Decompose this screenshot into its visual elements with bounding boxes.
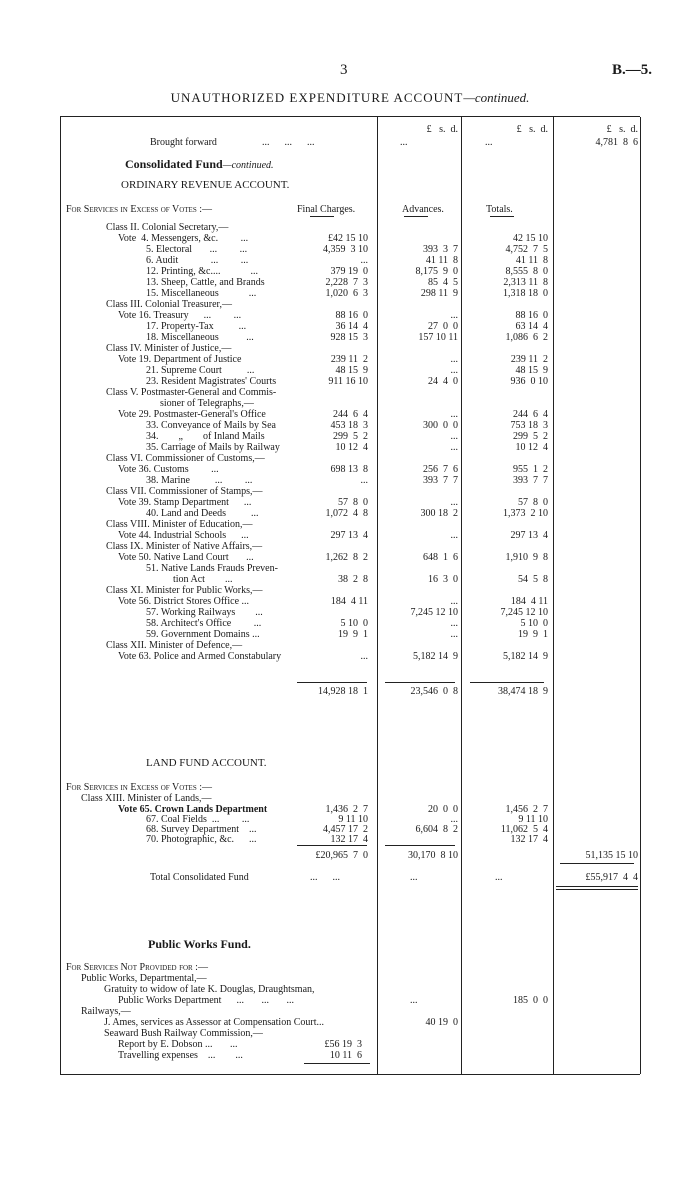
advance-amount: 393 3 7	[423, 244, 458, 255]
total-amount: 88 16 0	[515, 310, 548, 321]
subtotal-rule	[297, 682, 367, 683]
final-charge-amount: 453 18 3	[330, 420, 368, 431]
final-charge-amount: 132 17 4	[330, 834, 368, 845]
row-label: 51. Native Lands Frauds Preven-	[146, 563, 278, 574]
land-for-services: For Services in Excess of Votes :—	[66, 782, 213, 793]
total-amount: 4,752 7 5	[505, 244, 548, 255]
row-label: 13. Sheep, Cattle, and Brands	[146, 277, 265, 288]
row-label: Vote 56. District Stores Office ...	[118, 596, 250, 607]
row-label: 12. Printing, &c.... ...	[146, 266, 258, 277]
advance-amount: 648 1 6	[423, 552, 458, 563]
total-amount: 5,182 14 9	[503, 651, 548, 662]
final-charge-amount: 698 13 8	[330, 464, 368, 475]
final-charge-amount: 244 6 4	[333, 409, 368, 420]
total-consolidated-label: Total Consolidated Fund	[150, 872, 249, 883]
advance-amount: 24 4 0	[428, 376, 458, 387]
page-reference: B.—5.	[611, 62, 652, 78]
row-label: 59. Government Domains ...	[146, 629, 260, 640]
row-label: 38. Marine ... ...	[146, 475, 253, 486]
row-label: Class XII. Minister of Defence,—	[106, 640, 243, 651]
table-bottom-rule	[60, 1074, 640, 1075]
subtotal-rule	[560, 863, 634, 864]
row-label: 33. Conveyance of Mails by Sea	[146, 420, 276, 431]
column-rule	[461, 117, 462, 1074]
ordinary-total: 38,474 18 9	[498, 686, 548, 697]
subtotal-rule	[385, 845, 455, 846]
final-charge-amount: 2,228 7 3	[325, 277, 368, 288]
total-consolidated-amount: £55,917 4 4	[585, 872, 638, 883]
row-label: 57. Working Railways ...	[146, 607, 263, 618]
row-label: Class III. Colonial Treasurer,—	[106, 299, 232, 310]
ordinary-total-advances: 23,546 0 8	[410, 686, 458, 697]
pw-ames: J. Ames, services as Assessor at Compensation Court...	[104, 1017, 324, 1028]
final-charge-amount: 4,457 17 2	[323, 824, 368, 835]
row-label: 5. Electoral ... ...	[146, 244, 248, 255]
final-charge-amount: 10 12 4	[335, 442, 368, 453]
total-amount: 7,245 12 10	[500, 607, 548, 618]
subtotal-rule	[304, 1063, 370, 1064]
row-label: Class II. Colonial Secretary,—	[106, 222, 229, 233]
amount: ...	[410, 995, 418, 1006]
final-charge-amount: 38 2 8	[338, 574, 368, 585]
total-amount: 955 1 2	[513, 464, 548, 475]
final-charge-amount: 48 15 9	[335, 365, 368, 376]
advance-amount: ...	[450, 409, 458, 420]
row-label: Vote 63. Police and Armed Constabulary	[118, 651, 282, 662]
total-amount: 393 7 7	[513, 475, 548, 486]
advance-amount: ...	[450, 618, 458, 629]
total-amount: 10 12 4	[515, 442, 548, 453]
total-double-rule	[556, 889, 638, 890]
final-charge-amount: 19 9 1	[338, 629, 368, 640]
amount: 40 19 0	[425, 1017, 458, 1028]
row-label: Class VI. Commissioner of Customs,—	[106, 453, 265, 464]
amount: 4,781 8 6	[595, 137, 638, 148]
total-amount: 184 4 11	[510, 596, 548, 607]
row-label: 58. Architect's Office ...	[146, 618, 262, 629]
row-label: 15. Miscellaneous ...	[146, 288, 257, 299]
row-label: Class V. Postmaster-General and Commis-	[106, 387, 277, 398]
column-rule	[553, 117, 554, 1074]
advance-amount: 85 4 5	[428, 277, 458, 288]
consolidated-heading: Consolidated Fund—continued.	[125, 157, 274, 171]
total-amount: 936 0 10	[510, 376, 548, 387]
heading-dash	[404, 216, 428, 217]
total-amount: 11,062 5 4	[500, 824, 548, 835]
pw-dept: Public Works, Departmental,—	[81, 973, 207, 984]
row-label: 68. Survey Department ...	[146, 824, 257, 835]
row-label: 35. Carriage of Mails by Railway	[146, 442, 280, 453]
final-charge-amount: 88 16 0	[335, 310, 368, 321]
pw-gratuity-line2: Public Works Department ... ... ...	[118, 995, 294, 1006]
heading-dash	[490, 216, 514, 217]
advance-amount: 256 7 6	[423, 464, 458, 475]
advances-heading: Advances.	[402, 204, 444, 215]
total-amount: 1,318 18 0	[503, 288, 548, 299]
final-charge-amount: 928 15 3	[330, 332, 368, 343]
pw-dobson: Report by E. Dobson ... ...	[118, 1039, 238, 1050]
advance-amount: ...	[450, 354, 458, 365]
advance-amount: 8,175 9 0	[415, 266, 458, 277]
column-rule	[640, 117, 641, 1074]
final-charge-amount: 4,359 3 10	[323, 244, 368, 255]
total-amount: 41 11 8	[515, 255, 548, 266]
total-amount: 63 14 4	[515, 321, 548, 332]
amount: £56 19 3	[324, 1039, 362, 1050]
subtotal-rule	[297, 845, 367, 846]
row-label: 23. Resident Magistrates' Courts	[146, 376, 277, 387]
row-label: 6. Audit ... ...	[146, 255, 249, 266]
advance-amount: 300 18 2	[420, 508, 458, 519]
final-charge-amount: 299 5 2	[333, 431, 368, 442]
final-charge-amount: 9 11 10	[338, 814, 368, 825]
row-label: Vote 50. Native Land Court ...	[118, 552, 254, 563]
advance-amount: 393 7 7	[423, 475, 458, 486]
amount: ...	[410, 872, 418, 883]
heading-dash	[310, 216, 334, 217]
final-charge-amount: 1,262 8 2	[325, 552, 368, 563]
advance-amount: 298 11 9	[420, 288, 458, 299]
land-fund-heading: LAND FUND ACCOUNT.	[146, 757, 267, 769]
total-amount: 753 18 3	[510, 420, 548, 431]
land-total: 51,135 15 10	[585, 850, 638, 861]
advance-amount: ...	[450, 431, 458, 442]
final-charge-amount: 36 14 4	[335, 321, 368, 332]
pw-seaward: Seaward Bush Railway Commission,—	[104, 1028, 263, 1039]
advance-amount: ...	[450, 629, 458, 640]
row-label: Vote 29. Postmaster-General's Office	[118, 409, 266, 420]
amount: ...	[400, 137, 408, 148]
total-amount: 132 17 4	[510, 834, 548, 845]
row-label: Vote 39. Stamp Department ...	[118, 497, 252, 508]
final-charge-amount: 5 10 0	[340, 618, 368, 629]
leader-dots: ... ... ...	[262, 137, 315, 148]
pw-for-services: For Services Not Provided for :—	[66, 962, 208, 973]
row-label: Class VII. Commissioner of Stamps,—	[106, 486, 263, 497]
total-amount: 5 10 0	[520, 618, 548, 629]
final-charge-amount: 1,020 6 3	[325, 288, 368, 299]
advance-amount: ...	[450, 442, 458, 453]
advance-amount: ...	[450, 814, 458, 825]
final-charge-amount: 239 11 2	[330, 354, 368, 365]
advance-amount: ...	[450, 497, 458, 508]
row-label: Class IX. Minister of Native Affairs,—	[106, 541, 263, 552]
advance-amount: ...	[450, 310, 458, 321]
advance-amount: 27 0 0	[428, 321, 458, 332]
total-amount: 299 5 2	[513, 431, 548, 442]
final-charge-amount: 379 19 0	[330, 266, 368, 277]
final-charge-amount: ...	[360, 651, 368, 662]
advance-amount: 20 0 0	[428, 804, 458, 815]
final-charge-amount: 297 13 4	[330, 530, 368, 541]
public-works-heading: Public Works Fund.	[148, 937, 251, 951]
row-label: Vote 65. Crown Lands Department	[118, 804, 268, 815]
final-charge-amount: ...	[360, 255, 368, 266]
final-charge-amount: £42 15 10	[328, 233, 368, 244]
row-label: Vote 4. Messengers, &c. ...	[118, 233, 249, 244]
col-header: £ s. d.	[426, 124, 458, 135]
amount: 185 0 0	[513, 995, 548, 1006]
final-charge-amount: 184 4 11	[330, 596, 368, 607]
subtotal-rule	[470, 682, 544, 683]
pw-travel: Travelling expenses ... ...	[118, 1050, 243, 1061]
ordinary-heading: ORDINARY REVENUE ACCOUNT.	[121, 179, 290, 191]
page-number: 3	[340, 62, 348, 78]
amount: ...	[485, 137, 493, 148]
total-amount: 54 5 8	[518, 574, 548, 585]
total-amount: 1,373 2 10	[503, 508, 548, 519]
total-amount: 42 15 10	[513, 233, 548, 244]
row-label: Class IV. Minister of Justice,—	[106, 343, 232, 354]
column-rule	[60, 117, 61, 1074]
advance-amount: 157 10 11	[418, 332, 458, 343]
pw-gratuity-line1: Gratuity to widow of late K. Douglas, Draughtsman,	[104, 984, 315, 995]
land-total-advances: 30,170 8 10	[408, 850, 458, 861]
col-header: £ s. d.	[516, 124, 548, 135]
total-amount: 1,086 6 2	[505, 332, 548, 343]
final-charge-amount: 57 8 0	[338, 497, 368, 508]
row-label: Vote 36. Customs ...	[118, 464, 219, 475]
advance-amount: ...	[450, 365, 458, 376]
final-charges-heading: Final Charges.	[297, 204, 356, 215]
advance-amount: 6,604 8 2	[415, 824, 458, 835]
advance-amount: ...	[450, 596, 458, 607]
total-amount: 244 6 4	[513, 409, 548, 420]
total-double-rule	[556, 886, 638, 887]
advance-amount: 300 0 0	[423, 420, 458, 431]
total-amount: 8,555 8 0	[505, 266, 548, 277]
row-label: Vote 16. Treasury ... ...	[118, 310, 242, 321]
row-label: 70. Photographic, &c. ...	[146, 834, 257, 845]
total-amount: 2,313 11 8	[503, 277, 548, 288]
brought-forward-label: Brought forward	[150, 137, 217, 148]
pw-railways: Railways,—	[81, 1006, 131, 1017]
row-label: Vote 44. Industrial Schools ...	[118, 530, 249, 541]
advance-amount: 7,245 12 10	[410, 607, 458, 618]
total-amount: 1,910 9 8	[505, 552, 548, 563]
final-charge-amount: 911 16 10	[328, 376, 368, 387]
advance-amount: 5,182 14 9	[413, 651, 458, 662]
land-class-label: Class XIII. Minister of Lands,—	[81, 793, 212, 804]
row-label: sioner of Telegraphs,—	[160, 398, 254, 409]
col-header: £ s. d.	[606, 124, 638, 135]
row-label: 17. Property-Tax ...	[146, 321, 247, 332]
final-charge-amount: 1,436 2 7	[325, 804, 368, 815]
column-rule	[377, 117, 378, 1074]
total-amount: 1,456 2 7	[505, 804, 548, 815]
advance-amount: 41 11 8	[425, 255, 458, 266]
total-amount: 239 11 2	[510, 354, 548, 365]
final-charge-amount: 1,072 4 8	[325, 508, 368, 519]
for-services-heading: For Services in Excess of Votes :—	[66, 204, 213, 215]
advance-amount: ...	[450, 530, 458, 541]
land-total-final: £20,965 7 0	[315, 850, 368, 861]
total-amount: 57 8 0	[518, 497, 548, 508]
page-title: UNAUTHORIZED EXPENDITURE ACCOUNT—continued.	[170, 90, 530, 105]
row-label: 40. Land and Deeds ...	[146, 508, 259, 519]
final-charge-amount: ...	[360, 475, 368, 486]
row-label: Class XI. Minister for Public Works,—	[106, 585, 263, 596]
row-label: 21. Supreme Court ...	[146, 365, 255, 376]
total-amount: 9 11 10	[518, 814, 548, 825]
row-label: 34. „ of Inland Mails	[146, 431, 265, 442]
leader-dots: ... ...	[310, 872, 340, 883]
amount: 10 11 6	[329, 1050, 362, 1061]
row-label: 67. Coal Fields ... ...	[146, 814, 250, 825]
row-label: tion Act ...	[173, 574, 233, 585]
totals-heading: Totals.	[486, 204, 513, 215]
total-amount: 19 9 1	[518, 629, 548, 640]
total-amount: 297 13 4	[510, 530, 548, 541]
row-label: Vote 19. Department of Justice	[118, 354, 242, 365]
ordinary-total-final: 14,928 18 1	[318, 686, 368, 697]
subtotal-rule	[385, 682, 455, 683]
row-label: 18. Miscellaneous ...	[146, 332, 254, 343]
amount: ...	[495, 872, 503, 883]
total-amount: 48 15 9	[515, 365, 548, 376]
advance-amount: 16 3 0	[428, 574, 458, 585]
row-label: Class VIII. Minister of Education,—	[106, 519, 253, 530]
